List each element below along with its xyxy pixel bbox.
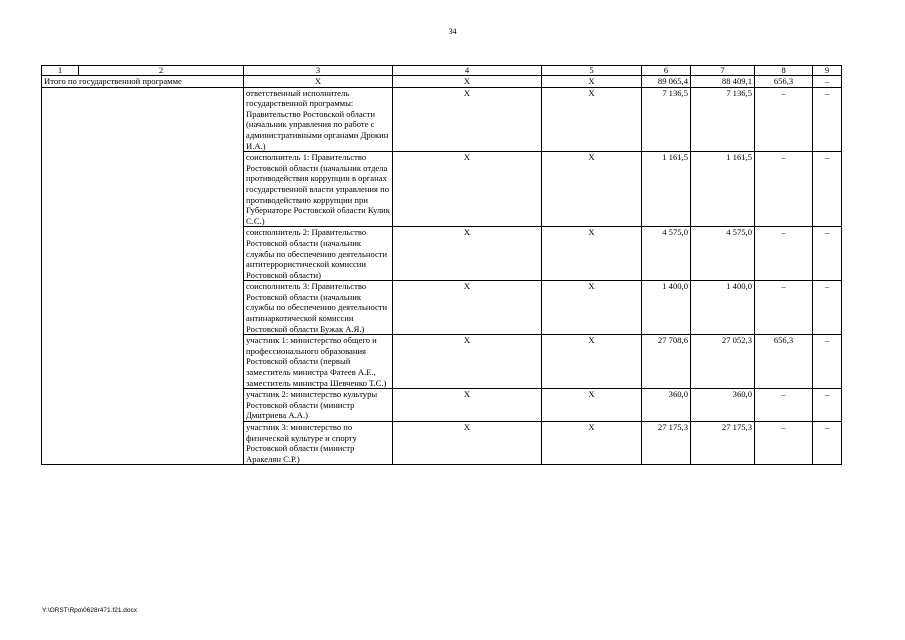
table-cell: Х — [393, 389, 542, 422]
table-cell: 656,3 — [755, 335, 813, 389]
table-cell: Х — [542, 389, 642, 422]
table-cell: – — [755, 281, 813, 335]
page-number: 34 — [448, 27, 457, 36]
executor-cell: ответственный исполнитель государственной программы: Правительство Ростовской области (начальник управления по работе с административными органами Дрокин И.А.) — [244, 87, 393, 152]
table-cell: – — [813, 281, 842, 335]
executor-cell: участник 1: министерство общего и профессионального образования Ростовской области (первый заместитель министра Фатеев А.Е., заместитель министра Шевченко Т.С.) — [244, 335, 393, 389]
table-cell: Х — [542, 152, 642, 227]
document-path-footer: Y:\ORST\Rpo\0628r471.f21.docx — [42, 607, 138, 614]
executor-cell: участник 2: министерство культуры Ростовской области (министр Дмитриева А.А.) — [244, 389, 393, 422]
table-cell: – — [755, 422, 813, 465]
table-cell: 1 400,0 — [691, 281, 755, 335]
total-cell: Х — [393, 76, 542, 88]
executor-cell: соисполнитель 1: Правительство Ростовской области (начальник отдела противодействия коррупции в органах государственной власти управления по противодействию коррупции при Губернаторе Ростовской области Кулик С.С.) — [244, 152, 393, 227]
column-header: 3 — [244, 66, 393, 76]
table-cell: 27 052,3 — [691, 335, 755, 389]
total-row — [42, 76, 842, 88]
table-cell: 4 575,0 — [642, 227, 691, 281]
total-label: Итого по государственной программе — [42, 76, 244, 88]
column-header: 2 — [79, 66, 244, 76]
total-cell: – — [813, 76, 842, 88]
table-cell: – — [813, 389, 842, 422]
table-cell: 7 136,5 — [691, 87, 755, 152]
table-cell: 360,0 — [642, 389, 691, 422]
column-header: 6 — [642, 66, 691, 76]
table-cell: Х — [393, 227, 542, 281]
table-cell: 1 400,0 — [642, 281, 691, 335]
column-header: 1 — [42, 66, 79, 76]
column-number-row — [42, 66, 842, 76]
merged-empty-cell — [42, 87, 244, 465]
table-cell: Х — [393, 152, 542, 227]
table-cell: – — [755, 389, 813, 422]
table-cell: 27 708,6 — [642, 335, 691, 389]
table-cell: – — [755, 87, 813, 152]
total-cell: 89 065,4 — [642, 76, 691, 88]
table-cell: 1 161,5 — [642, 152, 691, 227]
total-cell: Х — [244, 76, 393, 88]
column-header: 7 — [691, 66, 755, 76]
table-row — [42, 87, 842, 152]
table-cell: 360,0 — [691, 389, 755, 422]
table-cell: Х — [542, 335, 642, 389]
table-cell: 1 161,5 — [691, 152, 755, 227]
table-cell: – — [813, 87, 842, 152]
table-cell: 4 575,0 — [691, 227, 755, 281]
table-cell: – — [755, 152, 813, 227]
column-header: 5 — [542, 66, 642, 76]
table-cell: – — [813, 152, 842, 227]
column-header: 9 — [813, 66, 842, 76]
table-cell: – — [813, 227, 842, 281]
table-cell: Х — [393, 335, 542, 389]
table-cell: – — [813, 422, 842, 465]
table-cell: Х — [393, 87, 542, 152]
table-cell: 7 136,5 — [642, 87, 691, 152]
table-cell: Х — [393, 281, 542, 335]
table-cell: Х — [542, 87, 642, 152]
table-cell: 27 175,3 — [691, 422, 755, 465]
executor-cell: соисполнитель 3: Правительство Ростовской области (начальник службы по обеспечению деятельности антинаркотической комиссии Ростовской области Бужак А.Я.) — [244, 281, 393, 335]
column-header: 4 — [393, 66, 542, 76]
total-cell: 656,3 — [755, 76, 813, 88]
table-cell: Х — [542, 281, 642, 335]
total-cell: 88 409,1 — [691, 76, 755, 88]
table-cell: – — [813, 335, 842, 389]
column-header: 8 — [755, 66, 813, 76]
executor-cell: участник 3: министерство по физической культуре и спорту Ростовской области (министр Аракелян С.Р.) — [244, 422, 393, 465]
budget-table — [41, 65, 842, 465]
executor-cell: соисполнитель 2: Правительство Ростовской области (начальник службы по обеспечению деятельности антитеррористической комиссии Ростовской области) — [244, 227, 393, 281]
table-cell: 27 175,3 — [642, 422, 691, 465]
table-cell: Х — [542, 227, 642, 281]
total-cell: Х — [542, 76, 642, 88]
table-cell: Х — [393, 422, 542, 465]
table-cell: – — [755, 227, 813, 281]
table-cell: Х — [542, 422, 642, 465]
